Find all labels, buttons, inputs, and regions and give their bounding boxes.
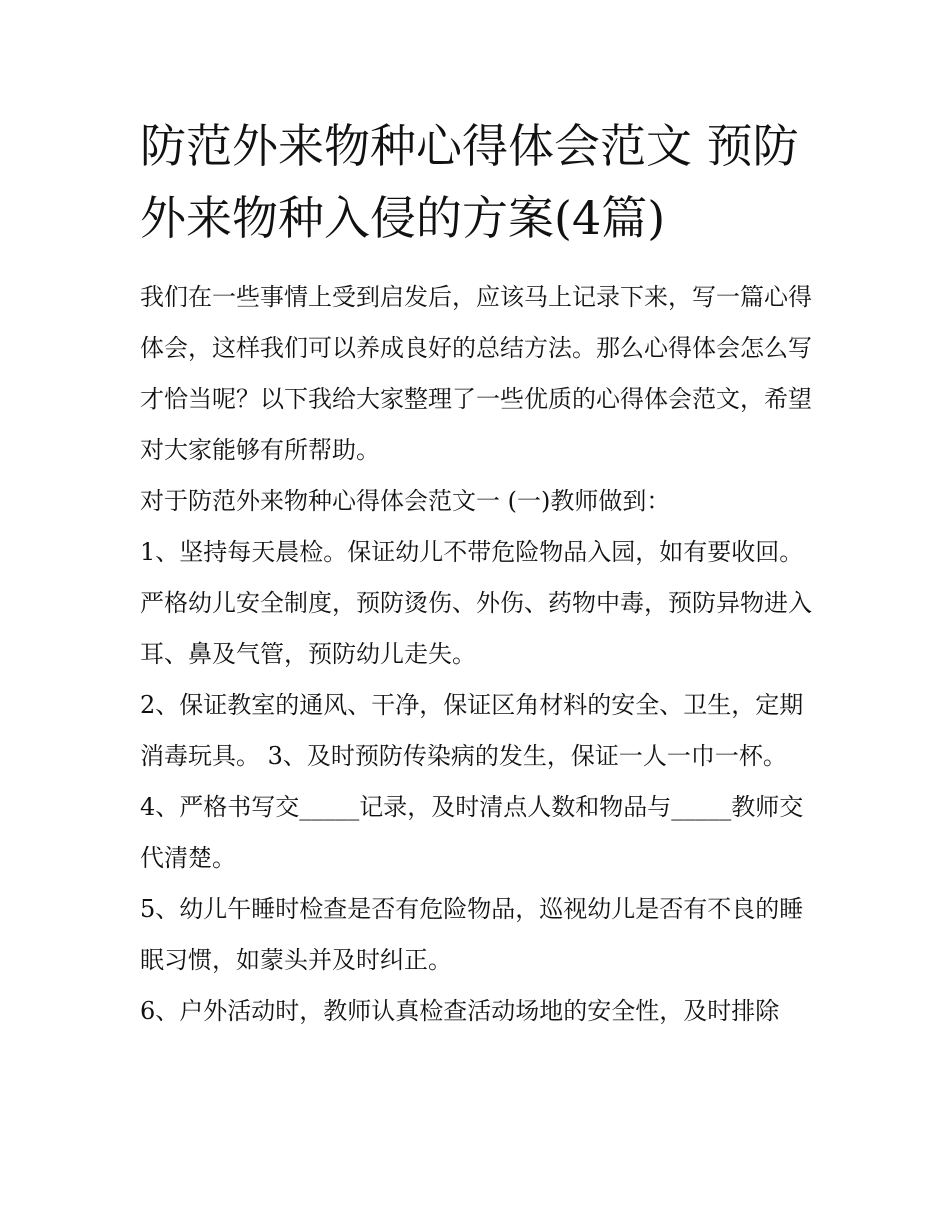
title-spacer — [140, 254, 820, 272]
document-body — [140, 110, 820, 1037]
list-item-1: 1、坚持每天晨检。保证幼儿不带危险物品入园，如有要收回。严格幼儿安全制度，预防烫伤、外伤、药物中毒，预防异物进入耳、鼻及气管，预防幼儿走失。 — [140, 538, 812, 668]
list-item-6: 6、户外活动时，教师认真检查活动场地的安全性，及时排除 — [140, 997, 780, 1025]
intro-paragraph: 我们在一些事情上受到启发后，应该马上记录下来，写一篇心得体会，这样我们可以养成良好的总结方法。那么心得体会怎么写才恰当呢？以下我给大家整理了一些优质的心得体会范文，希望对大家能够有所帮助。 — [140, 283, 812, 464]
section-heading: 对于防范外来物种心得体会范文一 (一)教师做到： — [140, 487, 671, 515]
document-title: 防范外来物种心得体会范文 预防外来物种入侵的方案(4篇) — [140, 119, 799, 245]
list-item-5: 5、幼儿午睡时检查是否有危险物品，巡视幼儿是否有不良的睡眠习惯，如蒙头并及时纠正。 — [140, 895, 804, 974]
list-item-2: 2、保证教室的通风、干净，保证区角材料的安全、卫生，定期消毒玩具。 3、及时预防传染病的发生，保证一人一巾一杯。 — [140, 691, 804, 770]
list-item-4: 4、严格书写交_____记录，及时清点人数和物品与_____教师交代清楚。 — [140, 793, 804, 872]
